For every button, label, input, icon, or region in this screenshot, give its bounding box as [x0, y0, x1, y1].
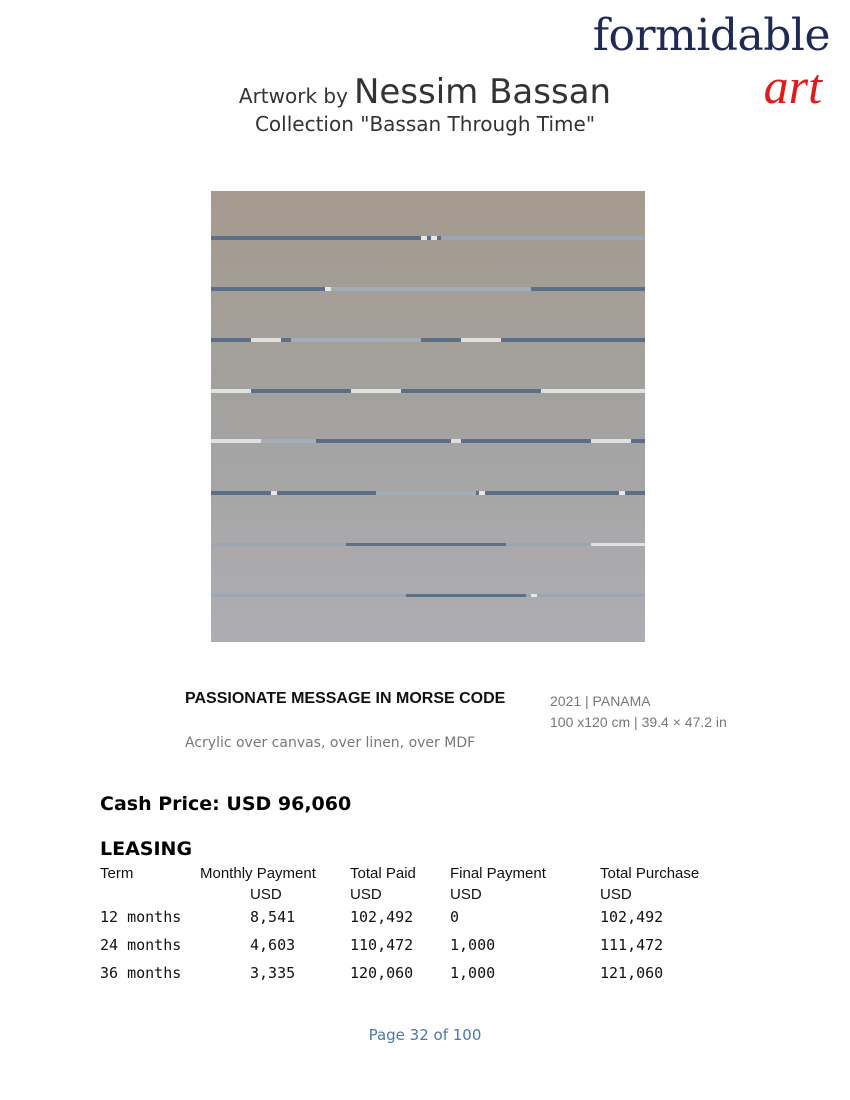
- table-cell-term: 24 months: [100, 936, 182, 954]
- leasing-heading: LEASING: [100, 838, 193, 860]
- table-cell-total-purchase: 102,492: [600, 908, 664, 926]
- column-header-monthly-payment: Monthly Payment: [200, 865, 316, 882]
- column-header-total-purchase: Total Purchase: [600, 865, 700, 882]
- table-cell-final: 1,000: [450, 936, 496, 954]
- artwork-dimensions: 100 x120 cm | 39.4 × 47.2 in: [550, 714, 727, 730]
- table-cell-monthly: 4,603: [250, 936, 296, 954]
- table-cell-total-purchase: 121,060: [600, 964, 664, 982]
- artist-line: [0, 72, 850, 112]
- page-number: Page 32 of 100: [368, 1026, 482, 1044]
- logo-word-formidable: formidable: [592, 10, 830, 61]
- table-cell-final: 0: [450, 908, 460, 926]
- table-cell-total-paid: 110,472: [350, 936, 414, 954]
- artwork-year-location: 2021 | PANAMA: [550, 693, 651, 709]
- column-unit-total-purchase: USD: [600, 886, 632, 903]
- artwork-image: [211, 191, 645, 642]
- column-unit-total-paid: USD: [350, 886, 382, 903]
- table-cell-monthly: 3,335: [250, 964, 296, 982]
- logo-word-art: art: [763, 58, 822, 114]
- artwork-meta: [550, 691, 727, 733]
- table-cell-monthly: 8,541: [250, 908, 296, 926]
- table-cell-total-paid: 102,492: [350, 908, 414, 926]
- artwork-title: PASSIONATE MESSAGE IN MORSE CODE: [185, 690, 506, 707]
- table-cell-final: 1,000: [450, 964, 496, 982]
- artwork-header: [0, 72, 850, 136]
- table-cell-term: 36 months: [100, 964, 182, 982]
- collection-name: Collection "Bassan Through Time": [254, 112, 596, 136]
- artist-name: Nessim Bassan: [353, 72, 612, 112]
- column-header-term: Term: [100, 865, 134, 882]
- artwork-medium: Acrylic over canvas, over linen, over MDF: [185, 735, 476, 751]
- column-header-total-paid: Total Paid: [350, 865, 416, 882]
- cash-price: Cash Price: USD 96,060: [100, 793, 352, 815]
- artwork-by-label: Artwork by: [238, 84, 348, 108]
- column-header-final-payment: Final Payment: [450, 865, 546, 882]
- canvas-background: [211, 191, 645, 642]
- column-unit-final-payment: USD: [450, 886, 482, 903]
- table-cell-term: 12 months: [100, 908, 182, 926]
- table-cell-total-purchase: 111,472: [600, 936, 664, 954]
- table-cell-total-paid: 120,060: [350, 964, 414, 982]
- column-unit-monthly-payment: USD: [250, 886, 282, 903]
